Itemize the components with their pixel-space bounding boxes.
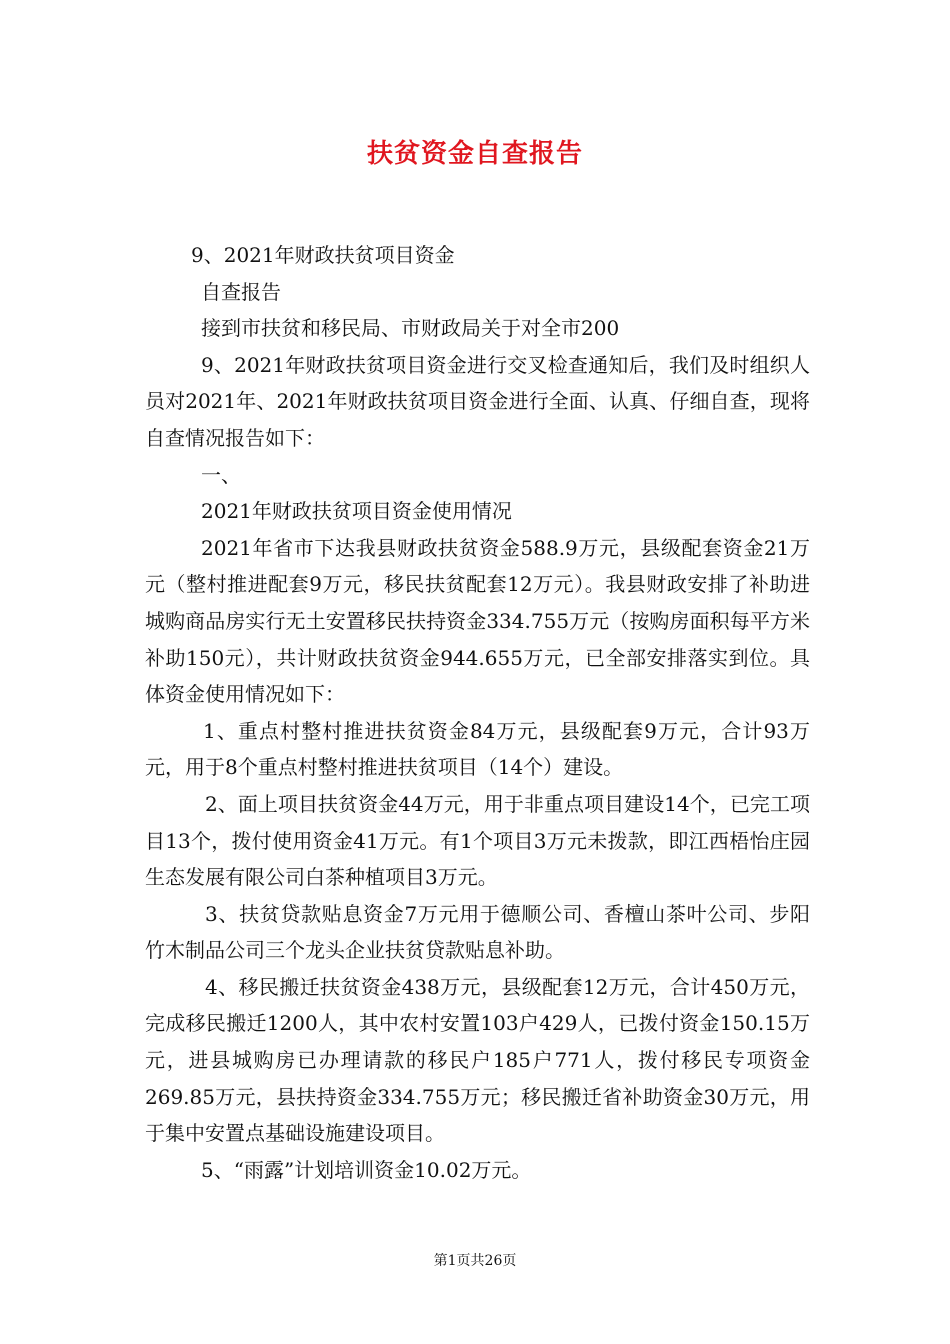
paragraph: 4、移民搬迁扶贫资金438万元，县级配套12万元，合计450万元，完成移民搬迁1200人，其中农村安置103户429人，已拨付资金150.15万元，进县城购房已办理请款的移民户185户771人，拨付移民专项资金269.85万元，县扶持资金334.755万元；移民搬迁省补助资金30万元，用于集中安置点基础设施建设项目。	[145, 974, 810, 1146]
paragraph: 2021年省市下达我县财政扶贫资金588.9万元，县级配套资金21万元（整村推进配套9万元，移民扶贫配套12万元）。我县财政安排了补助进城购商品房实行无土安置移民扶持资金334.755万元（按购房面积每平方米补助150元），共计财政扶贫资金944.655万元，已全部安排落实到位。具体资金使用情况如下：	[145, 535, 810, 707]
paragraph: 自查报告	[201, 279, 281, 304]
page-number: 第1页共26页	[433, 1253, 517, 1269]
paragraph: 9、2021年财政扶贫项目资金进行交叉检查通知后，我们及时组织人员对2021年、2021年财政扶贫项目资金进行全面、认真、仔细自查，现将自查情况报告如下：	[145, 352, 810, 450]
paragraph: 9、2021年财政扶贫项目资金	[191, 243, 455, 267]
paragraph: 1、重点村整村推进扶贫资金84万元，县级配套9万元，合计93万元，用于8个重点村整村推进扶贫项目（14个）建设。	[145, 718, 810, 780]
document-title: 扶贫资金自查报告	[366, 139, 583, 169]
paragraph: 2021年财政扶贫项目资金使用情况	[201, 499, 512, 524]
paragraph: 接到市扶贫和移民局、市财政局关于对全市200	[201, 316, 620, 341]
paragraph: 5、“雨露”计划培训资金10.02万元。	[201, 1157, 532, 1182]
paragraph: 2、面上项目扶贫资金44万元，用于非重点项目建设14个，已完工项目13个，拨付使用资金41万元。有1个项目3万元未拨款，即江西梧怡庄园生态发展有限公司白茶种植项目3万元。	[145, 791, 810, 890]
document-body	[145, 237, 810, 1188]
paragraph: 3、扶贫贷款贴息资金7万元用于德顺公司、香檀山茶叶公司、步阳竹木制品公司三个龙头企业扶贫贷款贴息补助。	[145, 901, 810, 963]
paragraph: 一、	[201, 462, 241, 487]
